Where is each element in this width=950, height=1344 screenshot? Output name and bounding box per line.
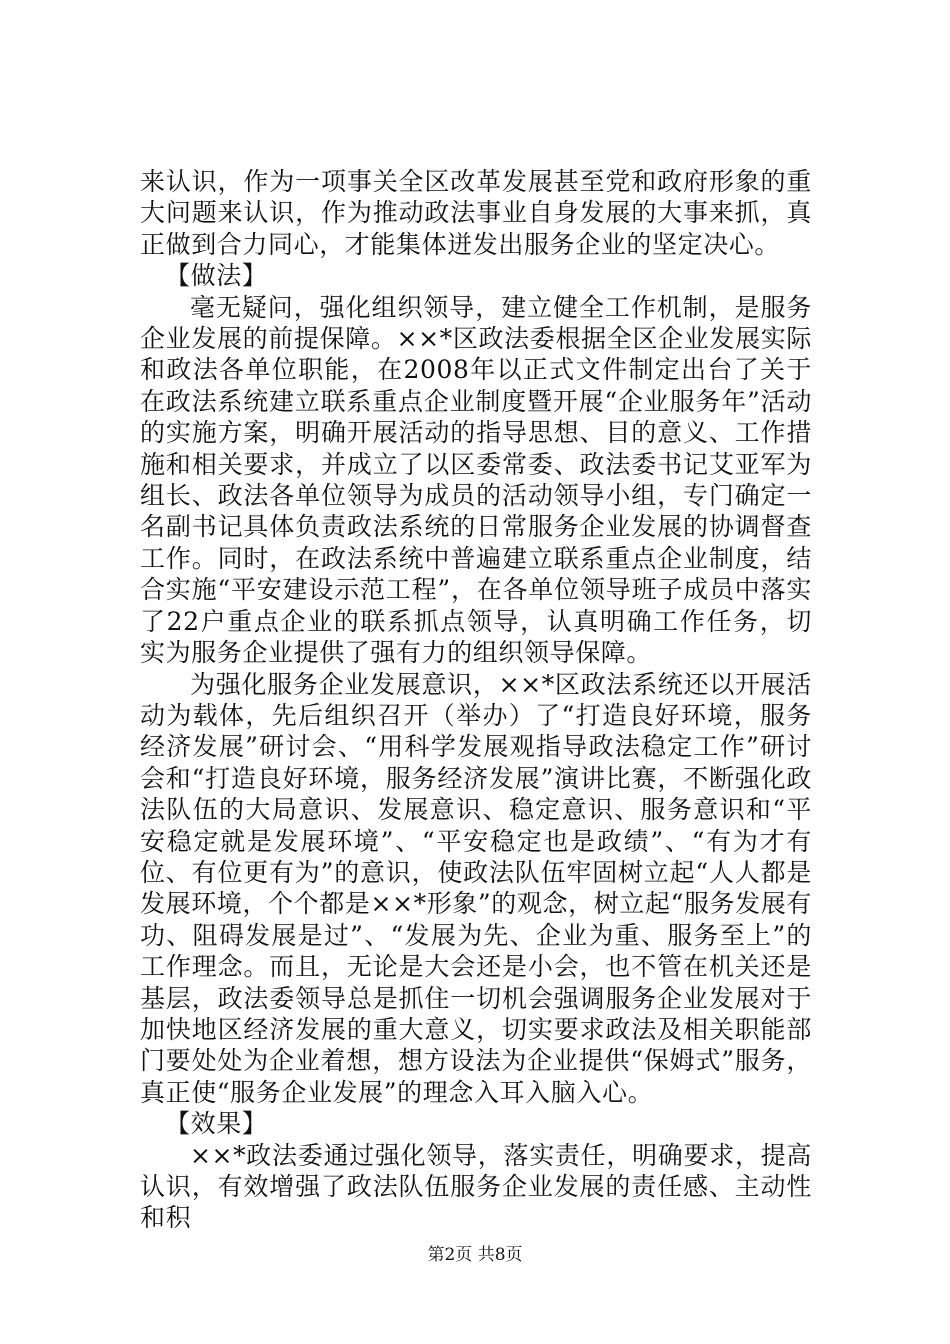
paragraph-method-2: 为强化服务企业发展意识，××*区政法系统还以开展活动为载体，先后组织召开（举办）了“打造良好环境，服务经济发展”研讨会、“用科学发展观指导政法稳定工作”研讨会和“打造良好环境，服务经济发展”演讲比赛，不断强化政法队伍的大局意识、发展意识、稳定意识、服务意识和“平安稳定就是发展环境”、“平安稳定也是政绩”、“有为才有位、有位更有为”的意识，使政法队伍牢固树立起“人人都是发展环境，个个都是××*形象”的观念，树立起“服务发展有功、阻碍发展是过”、“发展为先、企业为重、服务至上”的工作理念。而且，无论是大会还是小会，也不管在机关还是基层，政法委领导总是抓住一切机会强调服务企业发展对于加快地区经济发展的重大意义，切实要求政法及相关职能部门要处处为企业着想，想方设法为企业提供“保姆式”服务，真正使“服务企业发展”的理念入耳入脑入心。 [140,669,812,1107]
section-heading-effect: 【效果】 [165,1109,268,1139]
document-body [140,166,812,1234]
paragraph-effect: ××*政法委通过强化领导，落实责任，明确要求，提高认识，有效增强了政法队伍服务企业发展的责任感、主动性和积 [140,1140,812,1233]
page-footer: 第2页 共8页 [427,1245,523,1265]
paragraph-intro: 来认识，作为一项事关全区改革发展甚至党和政府形象的重大问题来认识，作为推动政法事业自身发展的大事来抓，真正做到合力同心，才能集体迸发出服务企业的坚定决心。 [140,167,812,259]
section-heading-method: 【做法】 [165,261,268,291]
paragraph-method-1: 毫无疑问，强化组织领导，建立健全工作机制，是服务企业发展的前提保障。××*区政法委根据全区企业发展实际和政法各单位职能，在2008年以正式文件制定出台了关于在政法系统建立联系重点企业制度暨开展“企业服务年”活动的实施方案，明确开展活动的指导思想、目的意义、工作措施和相关要求，并成立了以区委常委、政法委书记艾亚军为组长、政法各单位领导为成员的活动领导小组，专门确定一名副书记具体负责政法系统的日常服务企业发展的协调督查工作。同时，在政法系统中普遍建立联系重点企业制度，结合实施“平安建设示范工程”，在各单位领导班子成员中落实了22户重点企业的联系抓点领导，认真明确工作任务，切实为服务企业提供了强有力的组织领导保障。 [140,292,812,668]
